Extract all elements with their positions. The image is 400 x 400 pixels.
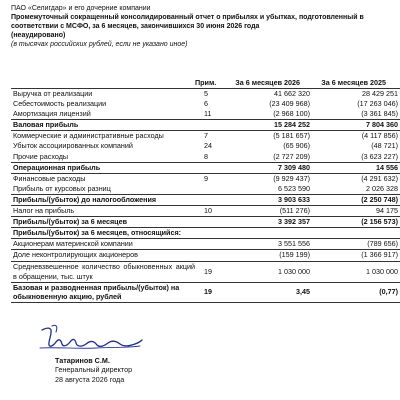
row-current-value: 3 551 556 — [242, 239, 312, 250]
row-prior-value: 1 030 000 — [312, 261, 400, 282]
row-gross-profit — [11, 120, 400, 131]
row-parent-shareholders — [11, 239, 400, 250]
row-prior-value: (789 656) — [312, 239, 400, 250]
row-note — [195, 239, 242, 250]
row-current-value: (23 409 968) — [269, 99, 310, 109]
row-label: Себестоимость реализации — [13, 99, 107, 109]
handwritten-signature — [36, 318, 146, 358]
signatory-name: Татаринов С.М. — [55, 356, 110, 365]
row-prior-value: (48 721) — [371, 141, 398, 151]
row-weighted-shares — [11, 261, 400, 282]
row-prior-value: (2 250 748) — [312, 194, 400, 205]
row-prior-value: (4 117 856) — [361, 131, 398, 141]
row-label: Убыток ассоциированных компаний — [13, 141, 133, 151]
signatory-block — [55, 356, 132, 384]
row-prior-value: 2 026 328 — [366, 183, 398, 193]
row-label: Доле неконтролирующих акционеров — [11, 250, 195, 261]
row-current-value: 3 392 357 — [242, 217, 312, 228]
row-current-value: (159 199) — [242, 250, 312, 261]
row-note: 7 — [204, 131, 208, 141]
row-label: Операционная прибыль — [11, 162, 195, 173]
report-header — [11, 4, 391, 49]
row-label: Выручка от реализации — [11, 89, 195, 100]
row-current-value: (65 906) — [283, 141, 310, 151]
company-name: ПАО «Селигдар» и его дочерние компании — [11, 5, 151, 12]
row-label: Прочие расходы — [13, 151, 69, 161]
row-income-tax — [11, 206, 400, 217]
row-finance-costs — [11, 173, 400, 184]
row-label: Коммерческие и административные расходы — [13, 131, 164, 141]
column-header-current: За 6 месяцев 2026 — [235, 78, 300, 87]
row-profit-before-tax — [11, 194, 400, 205]
row-current-value: (2 727 209) — [273, 151, 310, 161]
row-note: 5 — [195, 89, 242, 100]
row-note — [195, 217, 242, 228]
row-note: 19 — [195, 282, 242, 302]
row-note: 24 — [204, 141, 212, 151]
row-current-value — [242, 228, 312, 239]
row-revenue — [11, 89, 400, 100]
row-current-value: 3 903 633 — [242, 194, 312, 205]
row-note — [195, 184, 242, 195]
row-prior-value: (3 361 845) — [361, 109, 398, 119]
row-current-value: (5 181 657) — [273, 131, 310, 141]
row-earnings-per-share — [11, 282, 400, 302]
row-prior-value: (2 156 573) — [312, 217, 400, 228]
row-prior-value — [312, 228, 400, 239]
row-note: 6 — [204, 99, 208, 109]
row-current-value: 3,45 — [242, 282, 312, 302]
row-note — [195, 120, 242, 131]
row-label: Базовая и разводненная прибыль/(убыток) на обыкновенную акцию, рублей — [11, 282, 195, 302]
row-note — [195, 194, 242, 205]
row-label: Прибыль/(убыток) за 6 месяцев — [11, 217, 195, 228]
row-fx-gain — [11, 184, 400, 195]
report-title-line-2: соответствии с МСФО, за 6 месяцев, закончившихся 30 июня 2026 года — [11, 23, 260, 30]
row-prior-value: (3 623 227) — [361, 151, 398, 161]
row-note: 11 — [204, 109, 212, 119]
row-prior-value: 28 429 251 — [312, 89, 400, 100]
row-note: 8 — [204, 151, 208, 161]
row-cost-of-sales — [11, 99, 400, 109]
row-associates-loss — [11, 141, 400, 151]
row-prior-value: 7 804 360 — [312, 120, 400, 131]
row-operating-profit — [11, 162, 400, 173]
row-label: Прибыль/(убыток) за 6 месяцев, относящийся: — [13, 228, 182, 238]
row-license-amortization — [11, 109, 400, 120]
signatory-position: Генеральный директор — [55, 365, 133, 375]
income-statement-table — [11, 88, 400, 303]
row-note — [195, 228, 242, 239]
report-title-line-1: Промежуточный сокращенный консолидированный отчет о прибылях и убытках, подготовленный в — [11, 14, 364, 21]
row-current-value: (511 276) — [279, 206, 310, 216]
row-note — [195, 162, 242, 173]
column-header-prior: За 6 месяцев 2025 — [321, 78, 386, 87]
row-note: 9 — [204, 173, 208, 183]
row-non-controlling — [11, 250, 400, 261]
row-label: Валовая прибыль — [11, 120, 195, 131]
row-note — [195, 250, 242, 261]
row-prior-value: 14 556 — [312, 162, 400, 173]
row-prior-value: 94 175 — [376, 206, 398, 216]
row-admin-expenses — [11, 131, 400, 142]
row-label: Средневзвешенное количество обыкновенных акций в обращении, тыс. штук — [13, 261, 195, 281]
row-other-expenses — [11, 152, 400, 163]
row-prior-value: (4 291 632) — [361, 173, 398, 183]
row-current-value: 6 523 590 — [278, 183, 310, 193]
row-current-value: 7 309 480 — [242, 162, 312, 173]
units-note: (в тысячах российских рублей, если не указано иное) — [11, 41, 188, 48]
row-label: Акционерам материнской компании — [11, 239, 195, 250]
row-current-value: 41 662 320 — [242, 89, 312, 100]
row-prior-value: (0,77) — [312, 282, 400, 302]
row-attributable-heading — [11, 228, 400, 239]
row-prior-value: (1 366 917) — [312, 250, 400, 261]
row-current-value: (9 929 437) — [273, 173, 310, 183]
signatory-date: 28 августа 2026 года — [55, 374, 125, 384]
row-label: Налог на прибыль — [13, 206, 75, 216]
row-current-value: (2 968 100) — [273, 109, 310, 119]
row-net-profit — [11, 217, 400, 228]
row-note: 10 — [204, 206, 212, 216]
row-current-value: 1 030 000 — [242, 261, 312, 282]
row-label: Амортизация лицензий — [13, 109, 91, 119]
row-current-value: 15 284 252 — [242, 120, 312, 131]
row-label: Прибыль от курсовых разниц — [13, 183, 111, 193]
row-prior-value: (17 263 046) — [357, 99, 398, 109]
row-note: 19 — [195, 261, 242, 282]
report-title-line-3: (неаудировано) — [11, 32, 66, 39]
column-header-note: Прим. — [195, 78, 217, 87]
row-label: Финансовые расходы — [13, 173, 86, 183]
row-label: Прибыль/(убыток) до налогообложения — [11, 194, 195, 205]
